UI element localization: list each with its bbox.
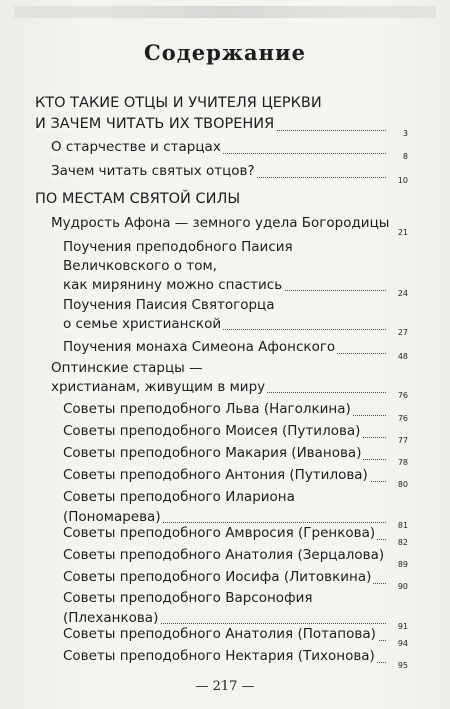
toc-entry-line	[63, 238, 295, 257]
toc-page-number: 48	[397, 352, 408, 361]
toc-page-number: 82	[397, 538, 408, 547]
toc-entry-line	[35, 93, 324, 114]
toc-entry-line	[63, 442, 363, 464]
toc-entry-line	[35, 188, 242, 210]
toc-page-number: 91	[397, 622, 408, 631]
toc-page-number: 90	[397, 582, 408, 591]
toc-entry-text: Оптинские старцы —	[51, 360, 203, 376]
toc-entry-line	[63, 296, 277, 315]
toc-page-number: 94	[397, 639, 408, 648]
toc-entry-text: Советы преподобного Анатолия (Зерцалова)	[63, 547, 385, 563]
toc-entry-text: ПО МЕСТАМ СВЯТОЙ СИЛЫ	[35, 191, 241, 207]
toc-entry-text: И ЗАЧЕМ ЧИТАТЬ ИХ ТВОРЕНИЯ	[35, 116, 275, 132]
toc-entry-text: Поучения преподобного Паисия	[63, 239, 293, 255]
toc-entry-line	[63, 588, 315, 608]
toc-entry-text: (Пономарева)	[63, 509, 161, 525]
toc-page-number: 78	[397, 458, 408, 467]
page-number: — 217 —	[195, 679, 255, 694]
toc-entry-text: КТО ТАКИЕ ОТЦЫ И УЧИТЕЛЯ ЦЕРКВИ	[35, 95, 322, 111]
toc-entry-text: Величковского о том,	[63, 258, 217, 274]
toc-entry-line	[63, 336, 337, 358]
toc-entry-text: Советы преподобного Нектария (Тихонова)	[63, 648, 375, 664]
toc-entry-text: Советы преподобного Иосифа (Литовкина)	[63, 569, 372, 585]
toc-entry-line	[63, 645, 377, 667]
toc-page-number: 95	[397, 661, 408, 670]
page-title: Содержание	[144, 40, 306, 65]
toc-entry-text: Советы преподобного Моисея (Путилова)	[63, 423, 361, 439]
toc-page-number: 81	[397, 521, 408, 530]
toc-entry-text: Советы преподобного Амвросия (Гренкова)	[63, 525, 376, 541]
toc-entry-text: Советы преподобного Варсонофия	[63, 590, 313, 606]
toc-entry-text: Поучения Паисия Святогорца	[63, 297, 275, 313]
toc-entry-text: Поучения монаха Симеона Афонского	[63, 339, 336, 355]
toc-entry-line	[63, 487, 297, 507]
toc-entry-line	[63, 522, 377, 544]
bleed-through-header	[14, 6, 436, 18]
toc-entry-text: Зачем читать святых отцов?	[51, 163, 255, 179]
toc-entry-line	[63, 623, 378, 645]
toc-entry-line	[63, 257, 219, 276]
toc-page-number: 89	[397, 560, 408, 569]
toc-page-number: 77	[397, 436, 408, 445]
toc-entry-text: христианам, живущим в миру	[51, 379, 266, 395]
toc-entry-line	[63, 420, 362, 442]
toc-entry-line	[51, 160, 257, 182]
toc-entry-text: (Плеханкова)	[63, 610, 159, 626]
toc-entry-text: о семье христианской	[63, 316, 222, 332]
toc-entry-line	[63, 464, 370, 486]
toc-entry-line	[63, 315, 223, 334]
toc-page-number: 10	[397, 176, 408, 185]
toc-page-number: 76	[397, 391, 408, 400]
toc-page-number: 76	[397, 414, 408, 423]
toc-entry-text: Советы преподобного Антония (Путилова)	[63, 467, 368, 483]
toc-entry-text: О старчестве и старцах	[51, 139, 221, 155]
toc-entry-line	[51, 378, 267, 397]
toc-entry-text: Советы преподобного Илариона	[63, 489, 295, 505]
toc-page-number: 3	[402, 129, 408, 138]
toc-entry-text: Советы преподобного Льва (Наголкина)	[63, 401, 351, 417]
toc-entry-line	[35, 114, 276, 135]
toc-entry-text: Мудрость Афона — земного удела Богородицы	[51, 215, 390, 231]
toc-entry-text: Советы преподобного Анатолия (Потапова)	[63, 626, 376, 642]
toc-entry-line	[63, 276, 284, 295]
toc-entry-line	[63, 544, 386, 566]
toc-entry-line	[51, 359, 205, 378]
toc-entry-line	[63, 398, 353, 420]
toc-entry-text: как мирянину можно спастись	[63, 277, 283, 293]
toc-page-number: 24	[397, 289, 408, 298]
toc-entry-text: Советы преподобного Макария (Иванова)	[63, 445, 362, 461]
toc-entry-line	[51, 136, 223, 158]
toc-entry-line	[51, 212, 391, 234]
toc-page-number: 80	[397, 480, 408, 489]
toc-page-number: 8	[402, 152, 408, 161]
toc-entry-line	[63, 566, 373, 588]
toc-page-number: 27	[397, 328, 408, 337]
toc-page-number: 21	[397, 228, 408, 237]
